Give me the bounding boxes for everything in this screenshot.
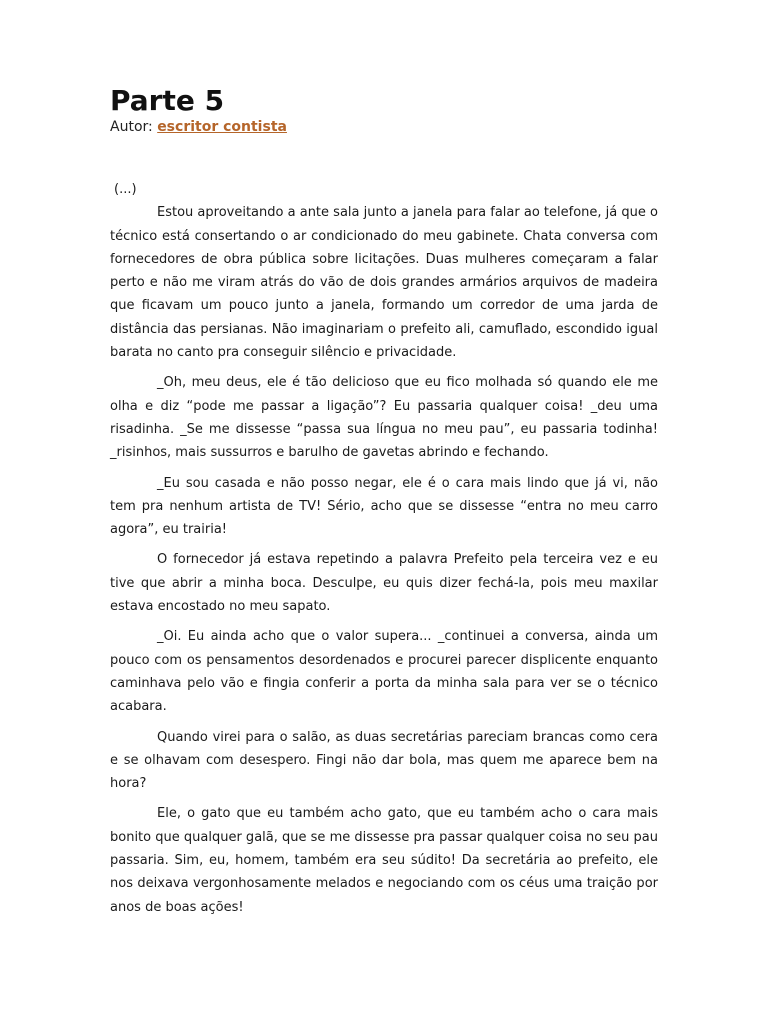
story-paragraph-4: O fornecedor já estava repetindo a palavra Prefeito pela terceira vez e eu tive que abrir a minha boca. Desculpe, eu quis dizer fechá-la, pois meu maxilar estava encostado no meu sapato. [110,552,658,615]
story-paragraph-0: (...) [114,182,137,197]
story-paragraph-7: Ele, o gato que eu também acho gato, que eu também acho o cara mais bonito que qualquer galã, que se me dissesse pra passar qualquer coisa no seu pau passaria. Sim, eu, homem, também era seu súdito! Da secretária ao prefeito, ele nos deixava vergonhosamente melados e negociando com os céus uma traição por anos de boas ações! [110,806,658,915]
author-link[interactable]: escritor contista [157,119,287,135]
story-body [110,178,658,919]
story-paragraph-1: Estou aproveitando a ante sala junto a janela para falar ao telefone, já que o técnico está consertando o ar condicionado do meu gabinete. Chata conversa com fornecedores de obra pública sobre licitações. Duas mulheres começaram a falar perto e não me viram atrás do vão de dois grandes armários arquivos de madeira que ficavam um pouco junto a janela, formando um corredor de uma jarda de distância das persianas. Não imaginariam o prefeito ali, camuflado, escondido igual barata no canto pra conseguir silêncio e privacidade. [110,205,658,361]
document-page [110,84,658,926]
author-line [110,118,658,136]
author-label: Autor: [110,119,158,135]
story-paragraph-3: _Eu sou casada e não posso negar, ele é o cara mais lindo que já vi, não tem pra nenhum artista de TV! Sério, acho que se dissesse “entra no meu carro agora”, eu trairia! [110,475,658,538]
document-title: Parte 5 [110,84,225,117]
story-paragraph-6: Quando virei para o salão, as duas secretárias pareciam brancas como cera e se olhavam com desespero. Fingi não dar bola, mas quem me aparece bem na hora? [110,729,658,792]
story-paragraph-5: _Oi. Eu ainda acho que o valor supera... _continuei a conversa, ainda um pouco com os pensamentos desordenados e procurei parecer displicente enquanto caminhava pelo vão e fingia conferir a porta da minha sala para ver se o técnico acabara. [110,629,658,715]
story-paragraph-2: _Oh, meu deus, ele é tão delicioso que eu fico molhada só quando ele me olha e diz “pode me passar a ligação”? Eu passaria qualquer coisa! _deu uma risadinha. _Se me dissesse “passa sua língua no meu pau”, eu passaria todinha! _risinhos, mais sussurros e barulho de gavetas abrindo e fechando. [110,375,658,461]
